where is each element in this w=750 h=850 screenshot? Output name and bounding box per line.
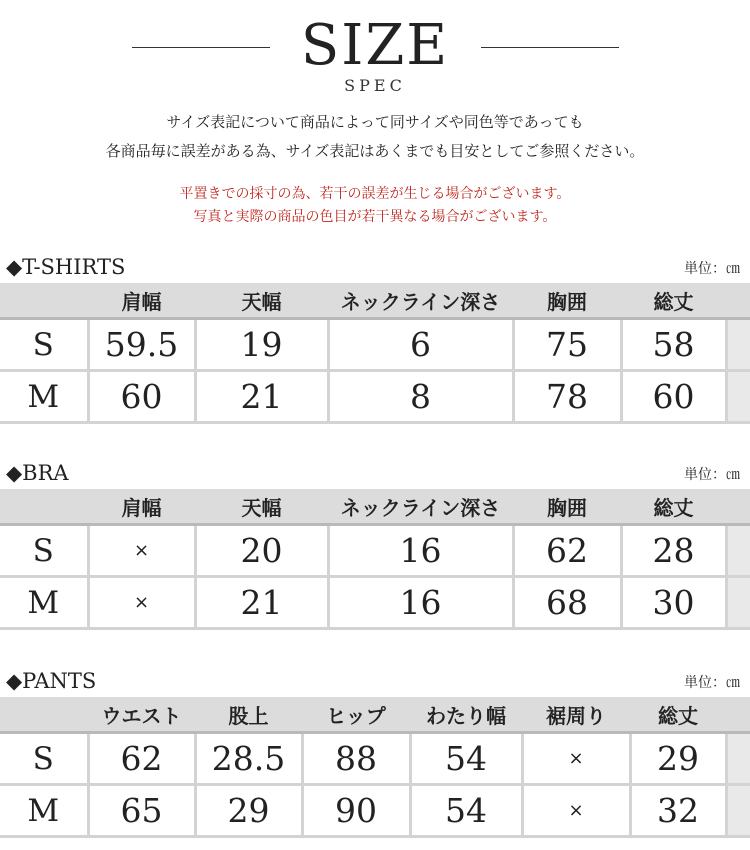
size-label: M [0, 785, 88, 837]
header-cell: わたり幅 [410, 697, 522, 733]
table-cell: × [522, 785, 630, 837]
warning-line-1: 平置きでの採寸の為、若干の誤差が生じる場合がございます。 [179, 186, 571, 202]
table-cell: 54 [410, 785, 522, 837]
size-label: M [0, 577, 88, 629]
table-cell: 16 [328, 577, 513, 629]
pants-section-title: ◆PANTS [6, 669, 97, 693]
header-cell: ウエスト [88, 697, 195, 733]
table-cell: × [88, 577, 195, 629]
header-cell: ネックライン深さ [328, 489, 513, 525]
table-cell-filler [726, 371, 750, 423]
header-cell: 裾周り [522, 697, 630, 733]
table-row [0, 371, 750, 423]
note-line-2: 各商品毎に誤差がある為、サイズ表記はあくまでも目安としてご参照ください。 [105, 142, 645, 160]
note-line-1: サイズ表記について商品によって同サイズや同色等であっても [166, 113, 584, 131]
table-cell-filler [726, 733, 750, 785]
table-cell: 32 [630, 785, 726, 837]
table-cell: 62 [88, 733, 195, 785]
header-cell-size [0, 489, 88, 525]
header-cell: ヒップ [302, 697, 410, 733]
size-label: S [0, 733, 88, 785]
table-row [0, 319, 750, 371]
tshirts-unit-label: 単位：㎝ [684, 261, 740, 277]
header-cell: 胸囲 [513, 489, 621, 525]
table-cell: 28.5 [195, 733, 302, 785]
table-cell: 60 [621, 371, 726, 423]
header-cell-filler [726, 283, 750, 319]
table-row [0, 525, 750, 577]
size-label: S [0, 319, 88, 371]
page-title: SIZE [300, 13, 450, 78]
header-cell-filler [726, 697, 750, 733]
bra-unit-label: 単位：㎝ [684, 467, 740, 483]
table-cell: 20 [195, 525, 328, 577]
table-cell: 78 [513, 371, 621, 423]
table-cell: 88 [302, 733, 410, 785]
size-label: M [0, 371, 88, 423]
table-row [0, 785, 750, 837]
table-cell: × [88, 525, 195, 577]
table-header-row [0, 697, 750, 733]
table-header-row [0, 489, 750, 525]
table-cell: 28 [621, 525, 726, 577]
header-cell: 胸囲 [513, 283, 621, 319]
header-cell: 肩幅 [88, 283, 195, 319]
table-cell: 6 [328, 319, 513, 371]
table-cell-filler [726, 525, 750, 577]
table-cell: 59.5 [88, 319, 195, 371]
table-cell: × [522, 733, 630, 785]
table-cell: 30 [621, 577, 726, 629]
header-cell-size [0, 697, 88, 733]
table-row [0, 733, 750, 785]
table-cell: 62 [513, 525, 621, 577]
tshirts-section-title: ◆T-SHIRTS [6, 255, 126, 279]
table-cell: 75 [513, 319, 621, 371]
table-cell-filler [726, 319, 750, 371]
size-label: S [0, 525, 88, 577]
warning-line-2: 写真と実際の商品の色目が若干異なる場合がございます。 [193, 209, 557, 225]
table-cell: 8 [328, 371, 513, 423]
pants-size-table [0, 697, 750, 838]
table-cell: 65 [88, 785, 195, 837]
header-cell: 肩幅 [88, 489, 195, 525]
header-cell: 総丈 [630, 697, 726, 733]
table-cell: 29 [195, 785, 302, 837]
pants-unit-label: 単位：㎝ [684, 675, 740, 691]
page-subtitle: SPEC [344, 76, 406, 95]
header-cell: 総丈 [621, 283, 726, 319]
table-cell: 54 [410, 733, 522, 785]
table-cell: 58 [621, 319, 726, 371]
tshirts-size-table [0, 283, 750, 424]
table-cell-filler [726, 577, 750, 629]
table-cell: 90 [302, 785, 410, 837]
table-cell: 29 [630, 733, 726, 785]
header-cell: 股上 [195, 697, 302, 733]
table-cell: 68 [513, 577, 621, 629]
table-cell: 19 [195, 319, 328, 371]
table-header-row [0, 283, 750, 319]
header-cell-filler [726, 489, 750, 525]
table-cell: 60 [88, 371, 195, 423]
bra-size-table [0, 489, 750, 630]
header-cell: 総丈 [621, 489, 726, 525]
header-cell: ネックライン深さ [328, 283, 513, 319]
header-cell: 天幅 [195, 489, 328, 525]
table-row [0, 577, 750, 629]
table-cell-filler [726, 785, 750, 837]
table-cell: 21 [195, 577, 328, 629]
header-cell-size [0, 283, 88, 319]
table-cell: 21 [195, 371, 328, 423]
header-cell: 天幅 [195, 283, 328, 319]
table-cell: 16 [328, 525, 513, 577]
bra-section-title: ◆BRA [6, 461, 69, 485]
